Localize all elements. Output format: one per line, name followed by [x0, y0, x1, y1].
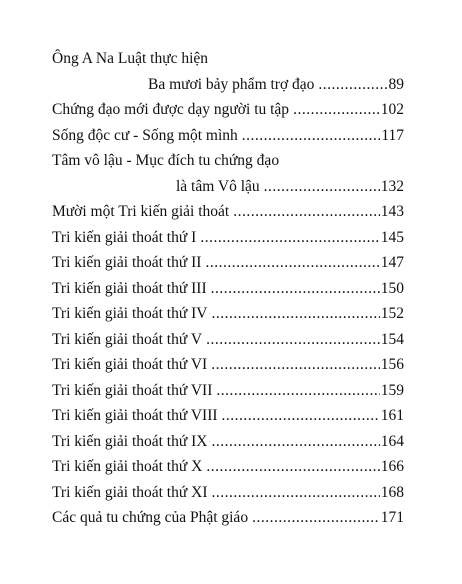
toc-entry	[52, 327, 404, 353]
toc-entry	[52, 250, 404, 276]
toc-entry-title-line: Ông A Na Luật thực hiện	[52, 50, 209, 67]
dot-leader	[206, 454, 379, 480]
toc-entry-page: 164	[380, 432, 404, 450]
toc-entry-page: 132	[380, 177, 404, 195]
toc-entry	[52, 301, 404, 327]
toc-entry-label: Chứng đạo mới được dạy người tu tập	[52, 101, 290, 118]
dot-leader	[212, 480, 380, 506]
toc-entry-page: 89	[388, 75, 404, 93]
toc-entry-page: 152	[380, 305, 404, 322]
dot-leader	[212, 301, 380, 327]
toc-entry	[52, 225, 404, 251]
toc-entry	[52, 352, 404, 378]
dot-leader	[252, 505, 380, 531]
toc-entry	[52, 403, 404, 429]
toc-entry	[52, 46, 404, 97]
dot-leader	[264, 174, 380, 200]
toc-entry	[52, 276, 404, 302]
dot-leader	[205, 250, 379, 276]
toc-entry-page: 171	[380, 509, 404, 526]
toc-entry-label: Tri kiến giải thoát thứ III	[52, 279, 207, 297]
toc-entry-page: 159	[380, 381, 404, 399]
dot-leader	[211, 276, 380, 302]
toc-entry	[52, 378, 404, 404]
toc-entry	[52, 123, 404, 149]
toc-entry-page: 143	[380, 203, 404, 220]
toc-entry-row	[52, 72, 404, 98]
toc-entry-label: Mười một Tri kiến giải thoát	[52, 203, 230, 220]
toc-entry-label: Tri kiến giải thoát thứ XI	[52, 483, 208, 501]
toc-entry-page: 166	[380, 458, 404, 475]
toc-entry-page: 145	[380, 228, 404, 246]
dot-leader	[233, 199, 380, 225]
toc-entry-label: là tâm Vô lậu	[176, 177, 260, 195]
dot-leader	[318, 72, 387, 98]
dot-leader	[222, 403, 380, 429]
toc-entry	[52, 429, 404, 455]
dot-leader	[211, 352, 380, 378]
toc-entry-label: Sống độc cư - Sống một mình	[52, 126, 238, 144]
toc-entry	[52, 148, 404, 199]
toc-entry-label: Tri kiến giải thoát thứ IX	[52, 432, 208, 450]
toc-entry-page: 156	[380, 356, 404, 373]
dot-leader	[242, 123, 381, 149]
toc-entry-page: 150	[380, 279, 404, 297]
toc-entry-page: 161	[380, 407, 404, 424]
table-of-contents	[52, 46, 404, 531]
toc-entry-label: Tri kiến giải thoát thứ I	[52, 228, 197, 246]
toc-entry-page: 168	[380, 483, 404, 501]
toc-entry-label: Tri kiến giải thoát thứ VI	[52, 356, 208, 373]
toc-entry-label: Tri kiến giải thoát thứ II	[52, 254, 202, 271]
toc-entry	[52, 199, 404, 225]
toc-entry-page: 147	[380, 254, 404, 271]
toc-entry-label: Ba mươi bảy phẩm trợ đạo	[148, 75, 315, 93]
toc-entry-label: Tri kiến giải thoát thứ IV	[52, 305, 208, 322]
dot-leader	[212, 429, 380, 455]
toc-entry-label: Tri kiến giải thoát thứ VII	[52, 381, 213, 399]
toc-entry-title-line: Tâm vô lậu - Mục đích tu chứng đạo	[52, 152, 280, 169]
toc-entry-label: Tri kiến giải thoát thứ X	[52, 458, 203, 475]
toc-entry-page: 117	[381, 126, 404, 144]
toc-entry	[52, 480, 404, 506]
toc-entry-label: Các quả tu chứng của Phật giáo	[52, 509, 249, 526]
toc-entry-page: 154	[380, 330, 404, 348]
toc-entry-label: Tri kiến giải thoát thứ V	[52, 330, 203, 348]
dot-leader	[206, 327, 380, 353]
toc-entry-page: 102	[380, 101, 404, 118]
toc-entry-label: Tri kiến giải thoát thứ VIII	[52, 407, 218, 424]
dot-leader	[216, 378, 379, 404]
toc-entry	[52, 505, 404, 531]
toc-entry-row	[52, 174, 404, 200]
dot-leader	[200, 225, 379, 251]
toc-entry	[52, 97, 404, 123]
dot-leader	[293, 97, 380, 123]
toc-entry	[52, 454, 404, 480]
